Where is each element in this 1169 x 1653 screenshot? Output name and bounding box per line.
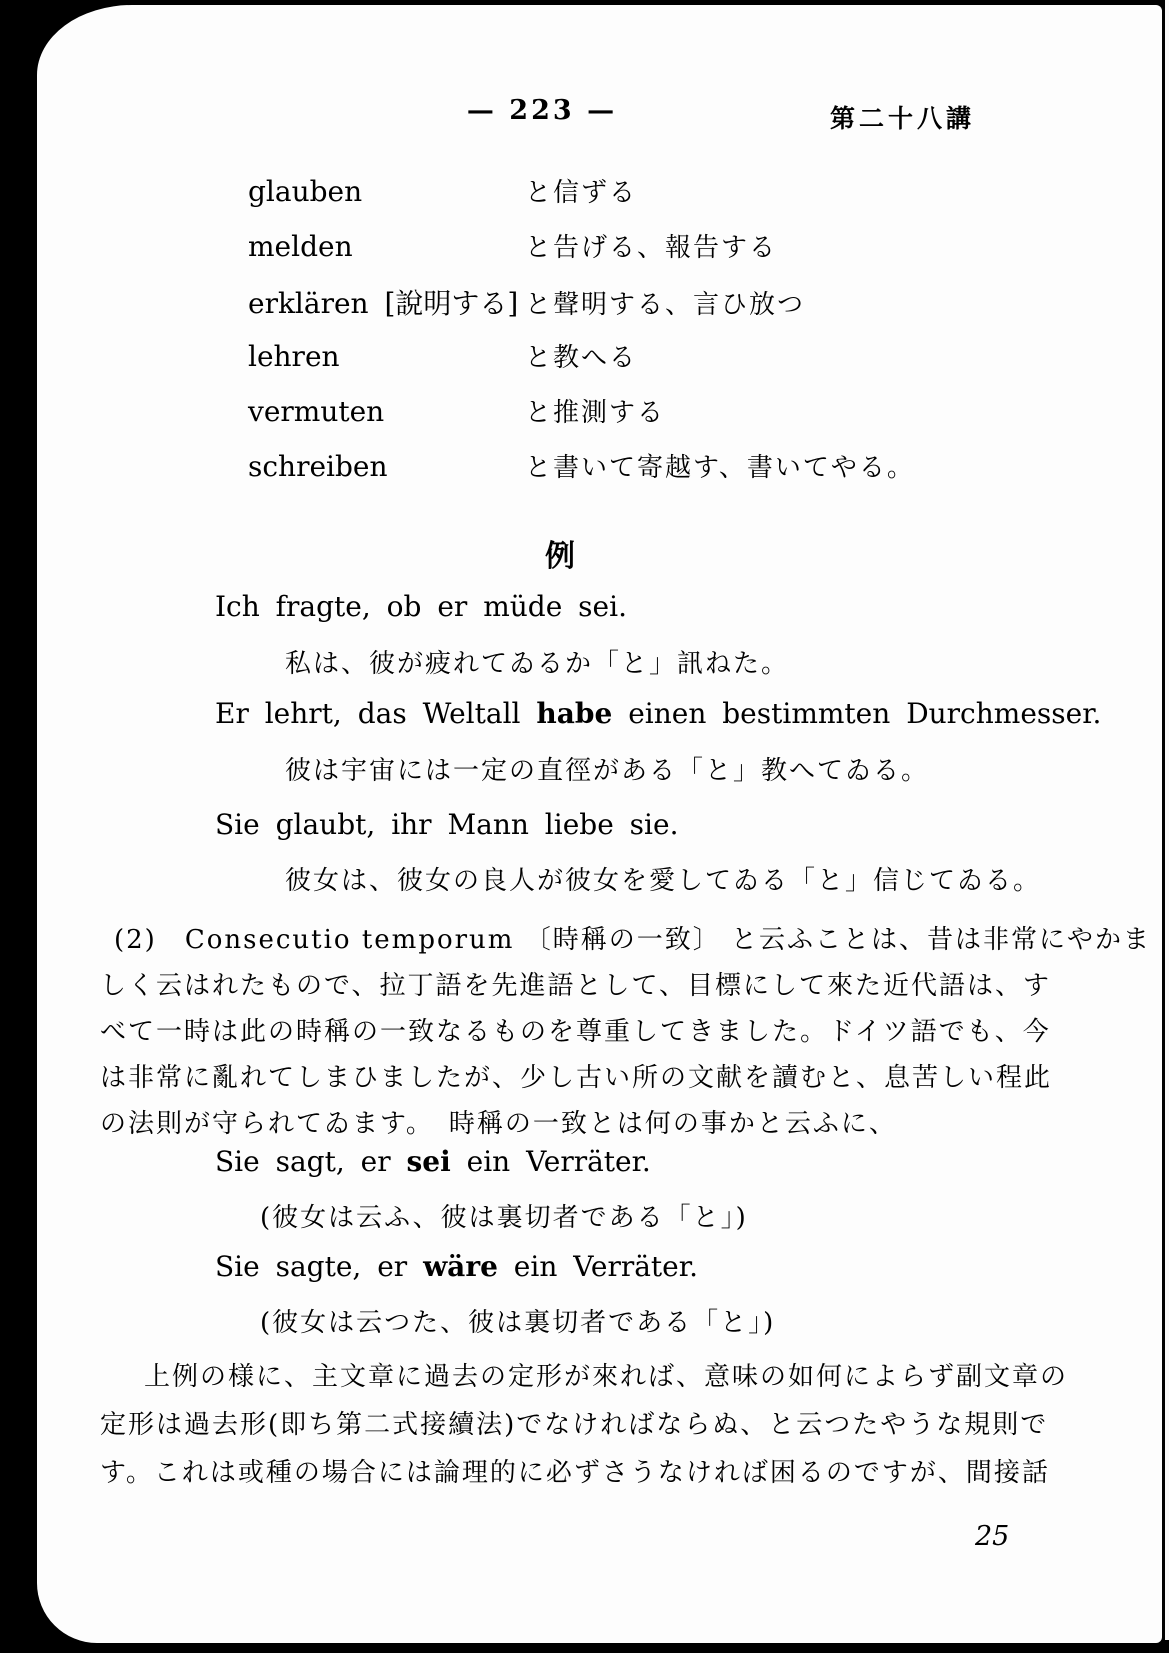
paragraph-line: の法則が守られてゐます。 時稱の一致とは何の事かと云ふに、 bbox=[100, 1109, 897, 1139]
chapter-header: 第二十八講 bbox=[830, 104, 976, 133]
vocab-german: lehren bbox=[248, 340, 340, 373]
tense-example-german-text: ein Verräter. bbox=[450, 1145, 651, 1178]
paragraph-line: は非常に亂れてしまひましたが、少し古い所の文献を讀むと、息苦しい程此 bbox=[100, 1063, 1053, 1093]
vocab-german: erklären [說明する] bbox=[248, 287, 519, 320]
example-german-text: Sie glaubt, ihr Mann liebe sie. bbox=[215, 808, 679, 841]
paragraph-consecutio-temporum bbox=[100, 917, 1151, 1147]
vocab-japanese: と告げる、報告する bbox=[525, 233, 778, 263]
example-german-text: einen bestimmten Durchmesser. bbox=[612, 697, 1102, 730]
example-german bbox=[215, 590, 627, 623]
tense-example-german bbox=[215, 1250, 698, 1283]
tense-example-german-emphasis: wäre bbox=[423, 1250, 498, 1283]
paragraph-line: べて一時は此の時稱の一致なるものを尊重してきました。ドイツ語でも、今 bbox=[100, 1017, 1051, 1047]
scan-edge-sliver bbox=[1165, 0, 1169, 1640]
example-japanese: 彼女は、彼女の良人が彼女を愛してゐる「と」信じてゐる。 bbox=[285, 866, 1042, 896]
vocab-german: glauben bbox=[248, 175, 363, 208]
tense-example-german-text: ein Verräter. bbox=[497, 1250, 698, 1283]
vocab-row bbox=[248, 337, 915, 392]
example-japanese: 私は、彼が疲れてゐるか「と」訊ねた。 bbox=[285, 649, 790, 679]
tense-example-japanese: (彼女は云つた、彼は裏切者である「と」) bbox=[260, 1308, 776, 1338]
vocab-japanese: と聲明する、言ひ放つ bbox=[525, 290, 806, 320]
vocab-german: melden bbox=[248, 230, 353, 263]
example-japanese: 彼は宇宙には一定の直徑がある「と」教へてゐる。 bbox=[285, 756, 930, 786]
examples-heading: 例 bbox=[545, 539, 575, 574]
paragraph-line: 上例の様に、主文章に過去の定形が來れば、意味の如何によらず副文章の bbox=[144, 1362, 1069, 1392]
vocab-japanese: と書いて寄越す、書いてやる。 bbox=[525, 453, 915, 483]
paragraph-rule-summary bbox=[100, 1353, 1085, 1497]
example-german-emphasis: habe bbox=[536, 697, 613, 730]
vocab-row bbox=[248, 392, 915, 447]
vocab-row bbox=[248, 282, 915, 337]
top-page-number: — 223 — bbox=[466, 95, 618, 126]
tense-example-german-emphasis: sei bbox=[406, 1145, 451, 1178]
example-german bbox=[215, 808, 678, 841]
paragraph-line: す。これは或種の場合には論理的に必ずさうなければ困るのですが、間接話 bbox=[100, 1458, 1050, 1488]
bottom-page-number: 25 bbox=[975, 1521, 1010, 1552]
tense-example-japanese: (彼女は云ふ、彼は裏切者である「と」) bbox=[260, 1203, 748, 1233]
tense-example-german bbox=[215, 1145, 651, 1178]
example-german-text: Ich fragte, ob er müde sei. bbox=[215, 590, 627, 623]
vocab-japanese: と教へる bbox=[525, 343, 638, 373]
vocab-japanese: と推測する bbox=[525, 398, 666, 428]
vocab-german: schreiben bbox=[248, 450, 388, 483]
tense-example-german-text: Sie sagt, er bbox=[215, 1145, 407, 1178]
book-page bbox=[37, 5, 1162, 1643]
vocab-german: vermuten bbox=[248, 395, 385, 428]
example-german-text: Er lehrt, das Weltall bbox=[215, 697, 537, 730]
paragraph-line: 定形は過去形(即ち第二式接續法)でなければならぬ、と云つたやうな規則で bbox=[100, 1410, 1049, 1440]
vocab-japanese: と信ずる bbox=[525, 178, 638, 208]
vocab-row bbox=[248, 227, 915, 282]
paragraph-line: しく云はれたもので、拉丁語を先進語として、目標にして來た近代語は、す bbox=[100, 971, 1051, 1001]
paragraph-line: (2) Consecutio temporum 〔時稱の一致〕 と云ふことは、昔は非常にやかま bbox=[114, 925, 1151, 955]
example-german bbox=[215, 697, 1101, 730]
vocab-list bbox=[248, 172, 915, 502]
vocab-row bbox=[248, 172, 915, 227]
tense-example-german-text: Sie sagte, er bbox=[215, 1250, 424, 1283]
vocab-row bbox=[248, 447, 915, 502]
